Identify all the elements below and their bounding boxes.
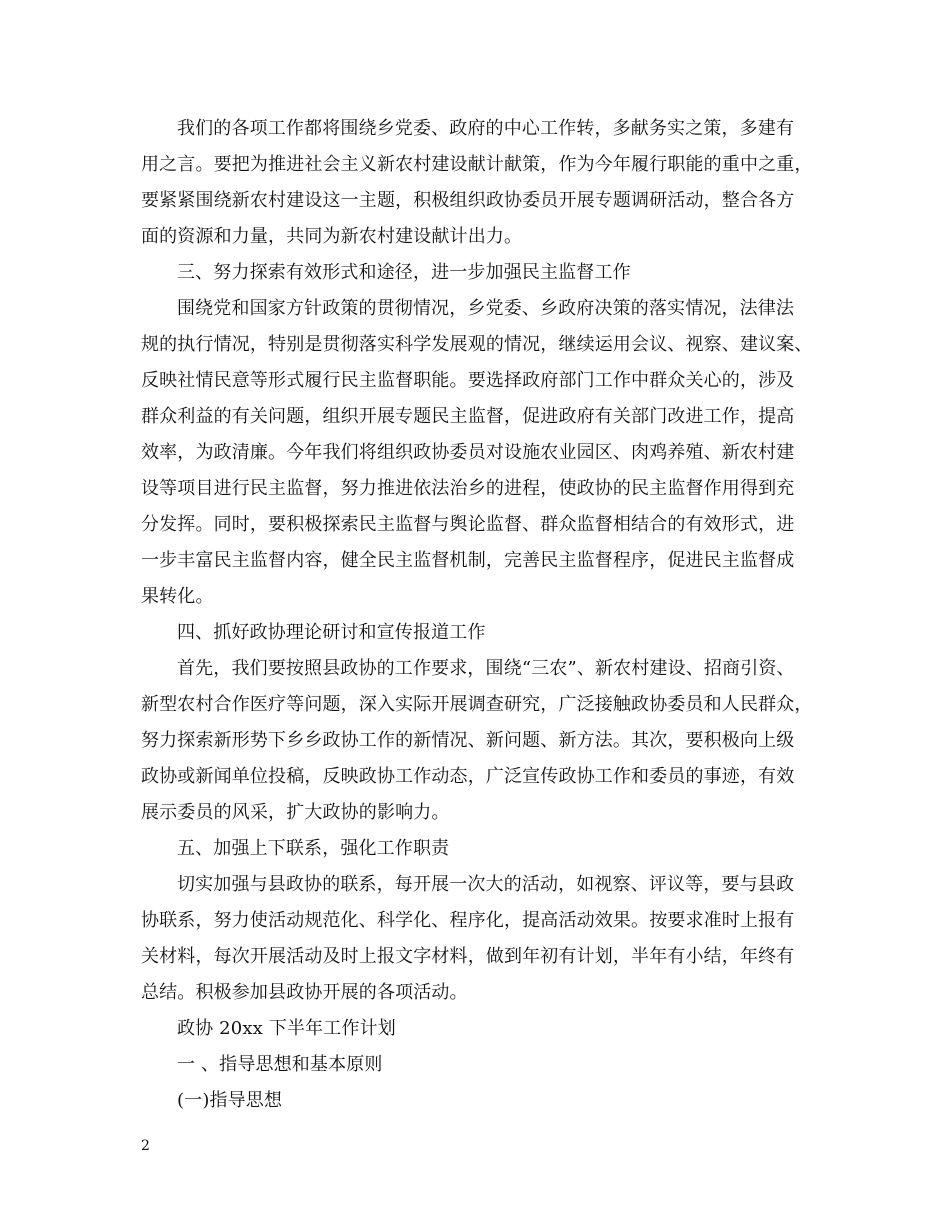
text-line: 反映社情民意等形式履行民主监督职能。要选择政府部门工作中群众关心的，涉及 (141, 370, 795, 391)
text-line: 五、加强上下联系，强化工作职责 (177, 838, 450, 859)
text-line: 群众利益的有关问题，组织开展专题民主监督，促进政府有关部门改进工作，提高 (141, 406, 795, 427)
text-line: 政协或新闻单位投稿，反映政协工作动态，广泛宣传政协工作和委员的事迹，有效 (141, 766, 795, 787)
text-line: 关材料，每次开展活动及时上报文字材料，做到年初有计划，半年有小结，年终有 (141, 946, 795, 967)
text-line: 三、努力探索有效形式和途径，进一步加强民主监督工作 (177, 262, 631, 283)
text-line: 切实加强与县政协的联系，每开展一次大的活动，如视察、评议等，要与县政 (177, 874, 795, 895)
text-line: 新型农村合作医疗等问题，深入实际开展调查研究，广泛接触政协委员和人民群众， (141, 694, 813, 715)
text-line: 设等项目进行民主监督，努力推进依法治乡的进程，使政协的民主监督作用得到充 (141, 478, 795, 499)
text-line: 首先，我们要按照县政协的工作要求，围绕“三农”、新农村建设、招商引资、 (177, 658, 795, 679)
text-line: 协联系，努力使活动规范化、科学化、程序化，提高活动效果。按要求准时上报有 (141, 910, 795, 931)
text-line: 政协 20xx 下半年工作计划 (177, 1018, 396, 1039)
text-line: 果转化。 (141, 586, 214, 607)
text-line: 展示委员的风采，扩大政协的影响力。 (141, 802, 450, 823)
text-line: 用之言。要把为推进社会主义新农村建设献计献策，作为今年履行职能的重中之重， (141, 154, 813, 175)
text-line: 面的资源和力量，共同为新农村建设献计出力。 (141, 226, 523, 247)
text-line: (一)指导思想 (177, 1090, 283, 1111)
text-line: 效率，为政清廉。今年我们将组织政协委员对设施农业园区、肉鸡养殖、新农村建 (141, 442, 795, 463)
page-number: 2 (141, 1138, 150, 1154)
text-line: 总结。积极参加县政协开展的各项活动。 (141, 982, 468, 1003)
text-line: 分发挥。同时，要积极探索民主监督与舆论监督、群众监督相结合的有效形式，进 (141, 514, 795, 535)
text-line: 我们的各项工作都将围绕乡党委、政府的中心工作转，多献务实之策，多建有 (177, 118, 795, 139)
text-line: 要紧紧围绕新农村建设这一主题，积极组织政协委员开展专题调研活动，整合各方 (141, 190, 795, 211)
text-line: 一 、指导思想和基本原则 (177, 1054, 383, 1075)
text-line: 一步丰富民主监督内容，健全民主监督机制，完善民主监督程序，促进民主监督成 (141, 550, 795, 571)
document-body (141, 111, 816, 1119)
text-line: 四、抓好政协理论研讨和宣传报道工作 (177, 622, 486, 643)
text-line: 规的执行情况，特别是贯彻落实科学发展观的情况，继续运用会议、视察、建议案、 (141, 334, 813, 355)
text-line: 努力探索新形势下乡乡政协工作的新情况、新问题、新方法。其次，要积极向上级 (141, 730, 795, 751)
text-line: 围绕党和国家方针政策的贯彻情况，乡党委、乡政府决策的落实情况，法律法 (177, 298, 795, 319)
